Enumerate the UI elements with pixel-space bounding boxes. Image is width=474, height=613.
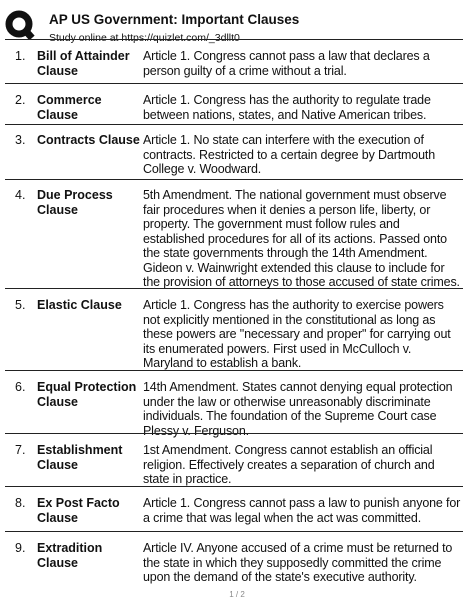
item-definition: Article 1. Congress has the authority to regulate trade between nations, states, and Native American tribes.: [143, 93, 431, 122]
item-number: 6.: [15, 380, 26, 394]
page-subtitle: Study online at https://quizlet.com/_3dllt0: [49, 32, 240, 44]
item-definition: Article 1. Congress has the authority to exercise powers not explicitly mentioned in the constitutional as long as these powers are "necessary and proper" for carrying out its enumerated powers. First used in McCulloch v. Maryland to establish a bank.: [143, 298, 451, 370]
clause-list: [5, 39, 463, 587]
item-term: Equal Protection Clause: [37, 380, 137, 409]
list-item: [5, 288, 463, 370]
list-item: [5, 370, 463, 438]
list-item: [5, 486, 463, 531]
item-term: Establishment Clause: [37, 443, 123, 472]
item-definition: 1st Amendment. Congress cannot establish an official religion. Effectively creates a separation of church and state in practice.: [143, 443, 435, 486]
item-definition: Article IV. Anyone accused of a crime must be returned to the state in which they supposedly committed the crime upon the demand of the state's executive authority.: [143, 541, 453, 584]
list-item: [5, 83, 463, 124]
item-number: 2.: [15, 93, 26, 107]
quizlet-logo-icon: [5, 10, 35, 40]
item-definition: Article 1. Congress cannot pass a law that declares a person guilty of a crime without a trial.: [143, 49, 430, 78]
item-term: Commerce Clause: [37, 93, 102, 122]
item-term: Bill of Attainder Clause: [37, 49, 130, 78]
item-term: Due Process Clause: [37, 188, 113, 217]
item-number: 3.: [15, 133, 26, 147]
item-number: 5.: [15, 298, 26, 312]
list-item: [5, 531, 463, 587]
item-definition: Article 1. No state can interfere with the execution of contracts. Restricted to a certain degree by Dartmouth College v. Woodward.: [143, 133, 436, 176]
item-term: Extradition Clause: [37, 541, 103, 570]
item-number: 7.: [15, 443, 26, 457]
item-number: 1.: [15, 49, 26, 63]
list-item: [5, 433, 463, 486]
list-item: [5, 39, 463, 83]
list-item: [5, 124, 463, 179]
item-term: Contracts Clause: [37, 133, 140, 147]
item-term: Ex Post Facto Clause: [37, 496, 120, 525]
list-item: [5, 179, 463, 288]
page-number: 1 / 2: [229, 590, 245, 599]
item-definition: 5th Amendment. The national government must observe fair procedures when it denies a person life, liberty, or property. The government must follow rules and established procedures for all of its actions. Passed onto the state governments through the 14th Amendment. Gideon v. Wainwright extended this clause to include for the provision of attorneys to those accused of state crimes.: [143, 188, 460, 289]
page-title: AP US Government: Important Clauses: [49, 12, 300, 27]
item-number: 9.: [15, 541, 26, 555]
item-term: Elastic Clause: [37, 298, 122, 312]
item-definition: Article 1. Congress cannot pass a law to punish anyone for a crime that was legal when the act was committed.: [143, 496, 461, 525]
item-number: 8.: [15, 496, 26, 510]
item-number: 4.: [15, 188, 26, 202]
item-definition: 14th Amendment. States cannot denying equal protection under the law or otherwise unreasonably discriminate individuals. The foundation of the Supreme Court case Plessy v. Ferguson.: [143, 380, 453, 438]
